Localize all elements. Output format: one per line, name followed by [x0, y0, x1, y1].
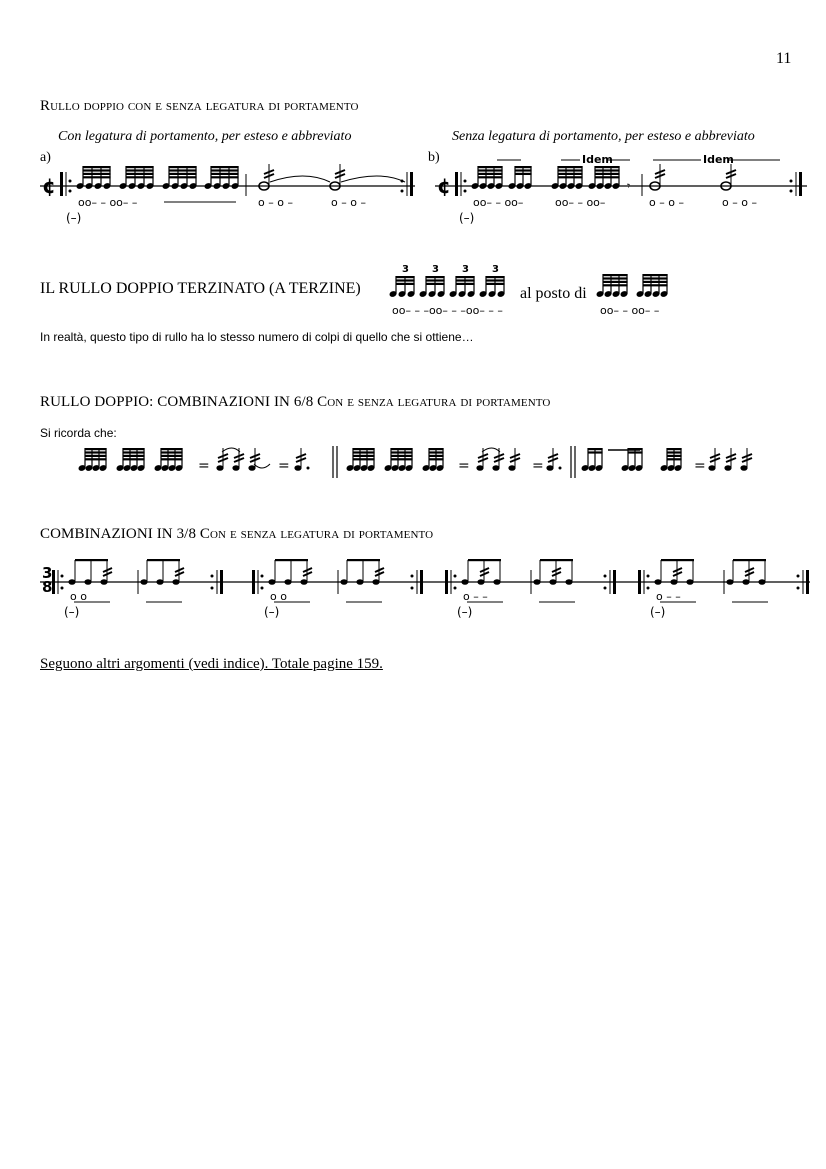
time-signature-top: 3 — [42, 564, 53, 582]
si-ricorda: Si ricorda che: — [40, 426, 117, 440]
tremolo-note — [232, 448, 244, 471]
svg-text:o o: o o — [270, 590, 287, 603]
svg-text:¢: ¢ — [437, 174, 451, 198]
equivalence-row — [80, 440, 780, 485]
svg-text:oo– – oo–: oo– – oo– — [473, 196, 524, 209]
footer-note: Seguono altri argomenti (vedi indice). Totale pagine 159. — [40, 656, 383, 672]
beamed-group — [419, 276, 446, 298]
beamed-group — [154, 448, 184, 472]
tremolo-note — [508, 448, 520, 471]
combination-4 — [638, 559, 809, 619]
cut-time-symbol: ¢ — [42, 174, 56, 198]
svg-text:3: 3 — [432, 264, 439, 275]
tremolo-note — [724, 448, 736, 471]
beamed-group — [422, 448, 445, 472]
beamed-group — [389, 276, 416, 298]
repeat-bar — [60, 172, 63, 196]
svg-text:oo– – –oo– – –oo– – –: oo– – –oo– – –oo– – – — [392, 304, 503, 317]
subtitle-with-slur: Con legatura di portamento, per esteso e abbreviato — [58, 129, 352, 144]
svg-text:3: 3 — [492, 264, 499, 275]
idem-label-1: Idem — [582, 153, 613, 166]
sticking-row — [78, 196, 366, 209]
staff-example-a — [40, 160, 430, 230]
beamed-group — [479, 276, 506, 298]
svg-text:o – o –: o – o – — [722, 196, 757, 209]
beamed-group — [581, 448, 604, 472]
beamed-group — [346, 448, 376, 472]
svg-text:=: = — [198, 458, 210, 474]
staff-example-b — [435, 148, 820, 230]
svg-text:=: = — [278, 458, 290, 474]
svg-text:3: 3 — [462, 264, 469, 275]
svg-text:o o: o o — [70, 590, 87, 603]
combination-2 — [252, 559, 423, 619]
svg-text:(–): (–) — [457, 605, 473, 619]
svg-text:=: = — [694, 458, 706, 474]
tremolo-note — [492, 448, 504, 471]
triplet-roll-notation — [390, 262, 515, 317]
svg-text:(–): (–) — [650, 605, 666, 619]
idem-label-2: Idem — [703, 153, 734, 166]
tremolo-note — [708, 448, 720, 471]
svg-text:(–): (–) — [459, 211, 475, 225]
svg-text:o – o –: o – o – — [258, 196, 293, 209]
time-signature-bottom: 8 — [42, 578, 53, 596]
combination-3 — [445, 559, 616, 619]
beamed-group — [621, 448, 644, 472]
combination-1 — [52, 559, 223, 619]
example-b-label: b) — [428, 150, 440, 165]
svg-text:o – –: o – – — [463, 590, 488, 603]
section2-note: In realtà, questo tipo di rullo ha lo stesso numero di colpi di quello che si ottiene… — [40, 330, 474, 344]
svg-text:o – –: o – – — [656, 590, 681, 603]
beamed-group — [636, 274, 669, 298]
svg-text:o – o –: o – o – — [649, 196, 684, 209]
subtitle-without-slur: Senza legatura di portamento, per esteso e abbreviato — [452, 129, 755, 144]
svg-text:(–): (–) — [264, 605, 280, 619]
svg-text:oo– – oo– –: oo– – oo– – — [78, 196, 138, 209]
tremolo-note — [294, 448, 306, 471]
example-a-label: a) — [40, 150, 51, 165]
section3-title: RULLO DOPPIO: COMBINAZIONI IN 6/8 Con e senza legatura di portamento — [40, 394, 551, 410]
beamed-group — [384, 448, 414, 472]
tremolo-note — [740, 448, 752, 471]
svg-text:o – o –: o – o – — [331, 196, 366, 209]
combinations-3-8-staff — [40, 552, 815, 622]
note-group-b — [471, 166, 631, 193]
svg-text:oo– – oo–: oo– – oo– — [555, 196, 606, 209]
svg-text:oo– – oo– –: oo– – oo– – — [600, 304, 660, 317]
svg-text:𝄾: 𝄾 — [627, 179, 631, 193]
beamed-group — [449, 276, 476, 298]
svg-text:=: = — [532, 458, 544, 474]
tremolo-note — [546, 448, 558, 471]
svg-text:=: = — [458, 458, 470, 474]
section4-title: COMBINAZIONI IN 3/8 Con e senza legatura di portamento — [40, 526, 434, 542]
al-posto-di: al posto di — [520, 285, 587, 302]
beamed-group — [116, 448, 146, 472]
beamed-group — [596, 274, 629, 298]
beamed-group — [78, 448, 108, 472]
svg-text:3: 3 — [402, 264, 409, 275]
paren-dash: (–) — [66, 211, 82, 225]
section1-title: Rullo doppio con e senza legatura di portamento — [40, 98, 359, 114]
svg-text:(–): (–) — [64, 605, 80, 619]
beamed-group — [508, 166, 533, 190]
page-number: 11 — [776, 50, 792, 67]
beamed-group — [660, 448, 683, 472]
section2-title: IL RULLO DOPPIO TERZINATO (A TERZINE) — [40, 280, 361, 297]
regular-roll-notation — [598, 272, 683, 317]
